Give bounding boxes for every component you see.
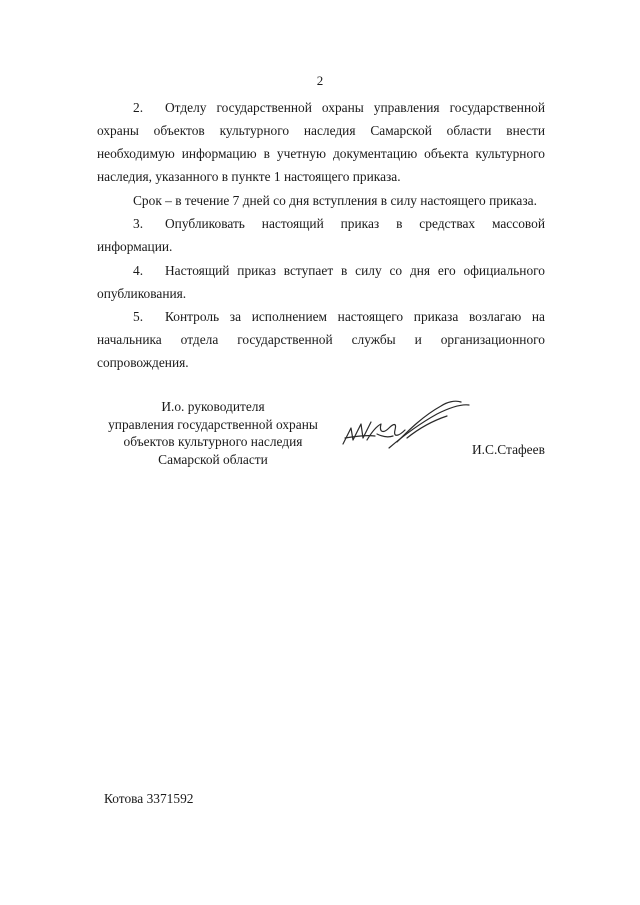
paragraph-item-5 (97, 305, 545, 374)
paragraph-item-4 (97, 259, 545, 305)
deadline-text: Срок – в течение 7 дней со дня вступления в силу настоящего приказа. (133, 193, 537, 208)
handwritten-signature (337, 394, 477, 458)
executor-contact: Котова 3371592 (104, 791, 194, 806)
signer-name: И.С.Стафеев (472, 442, 545, 457)
position-line: И.о. руководителя (161, 399, 265, 414)
item-text: Настоящий приказ вступает в силу со дня его официального опубликования. (97, 263, 545, 301)
item-number: 3. (133, 216, 144, 231)
position-line: объектов культурного наследия (123, 434, 303, 449)
item-number: 4. (133, 263, 144, 278)
item-text: Контроль за исполнением настоящего приказа возлагаю на начальника отдела государственной службы и организационного сопровождения. (97, 309, 545, 370)
paragraph-item-2 (97, 96, 545, 188)
item-text: Отделу государственной охраны управления государственной охраны объектов культурного наследия Самарской области внести необходимую информацию в учетную документацию объекта культурного наследия, указанного в пункте 1 настоящего приказа. (97, 100, 545, 184)
item-number: 5. (133, 309, 144, 324)
page-number: 2 (316, 73, 324, 88)
item-number: 2. (133, 100, 144, 115)
position-line: управления государственной охраны (108, 416, 318, 432)
position-line: Самарской области (158, 451, 268, 467)
signature-position-block (100, 398, 326, 468)
paragraph-item-3 (97, 212, 545, 258)
item-text: Опубликовать настоящий приказ в средствах массовой информации. (97, 216, 545, 254)
paragraph-deadline (97, 189, 545, 212)
